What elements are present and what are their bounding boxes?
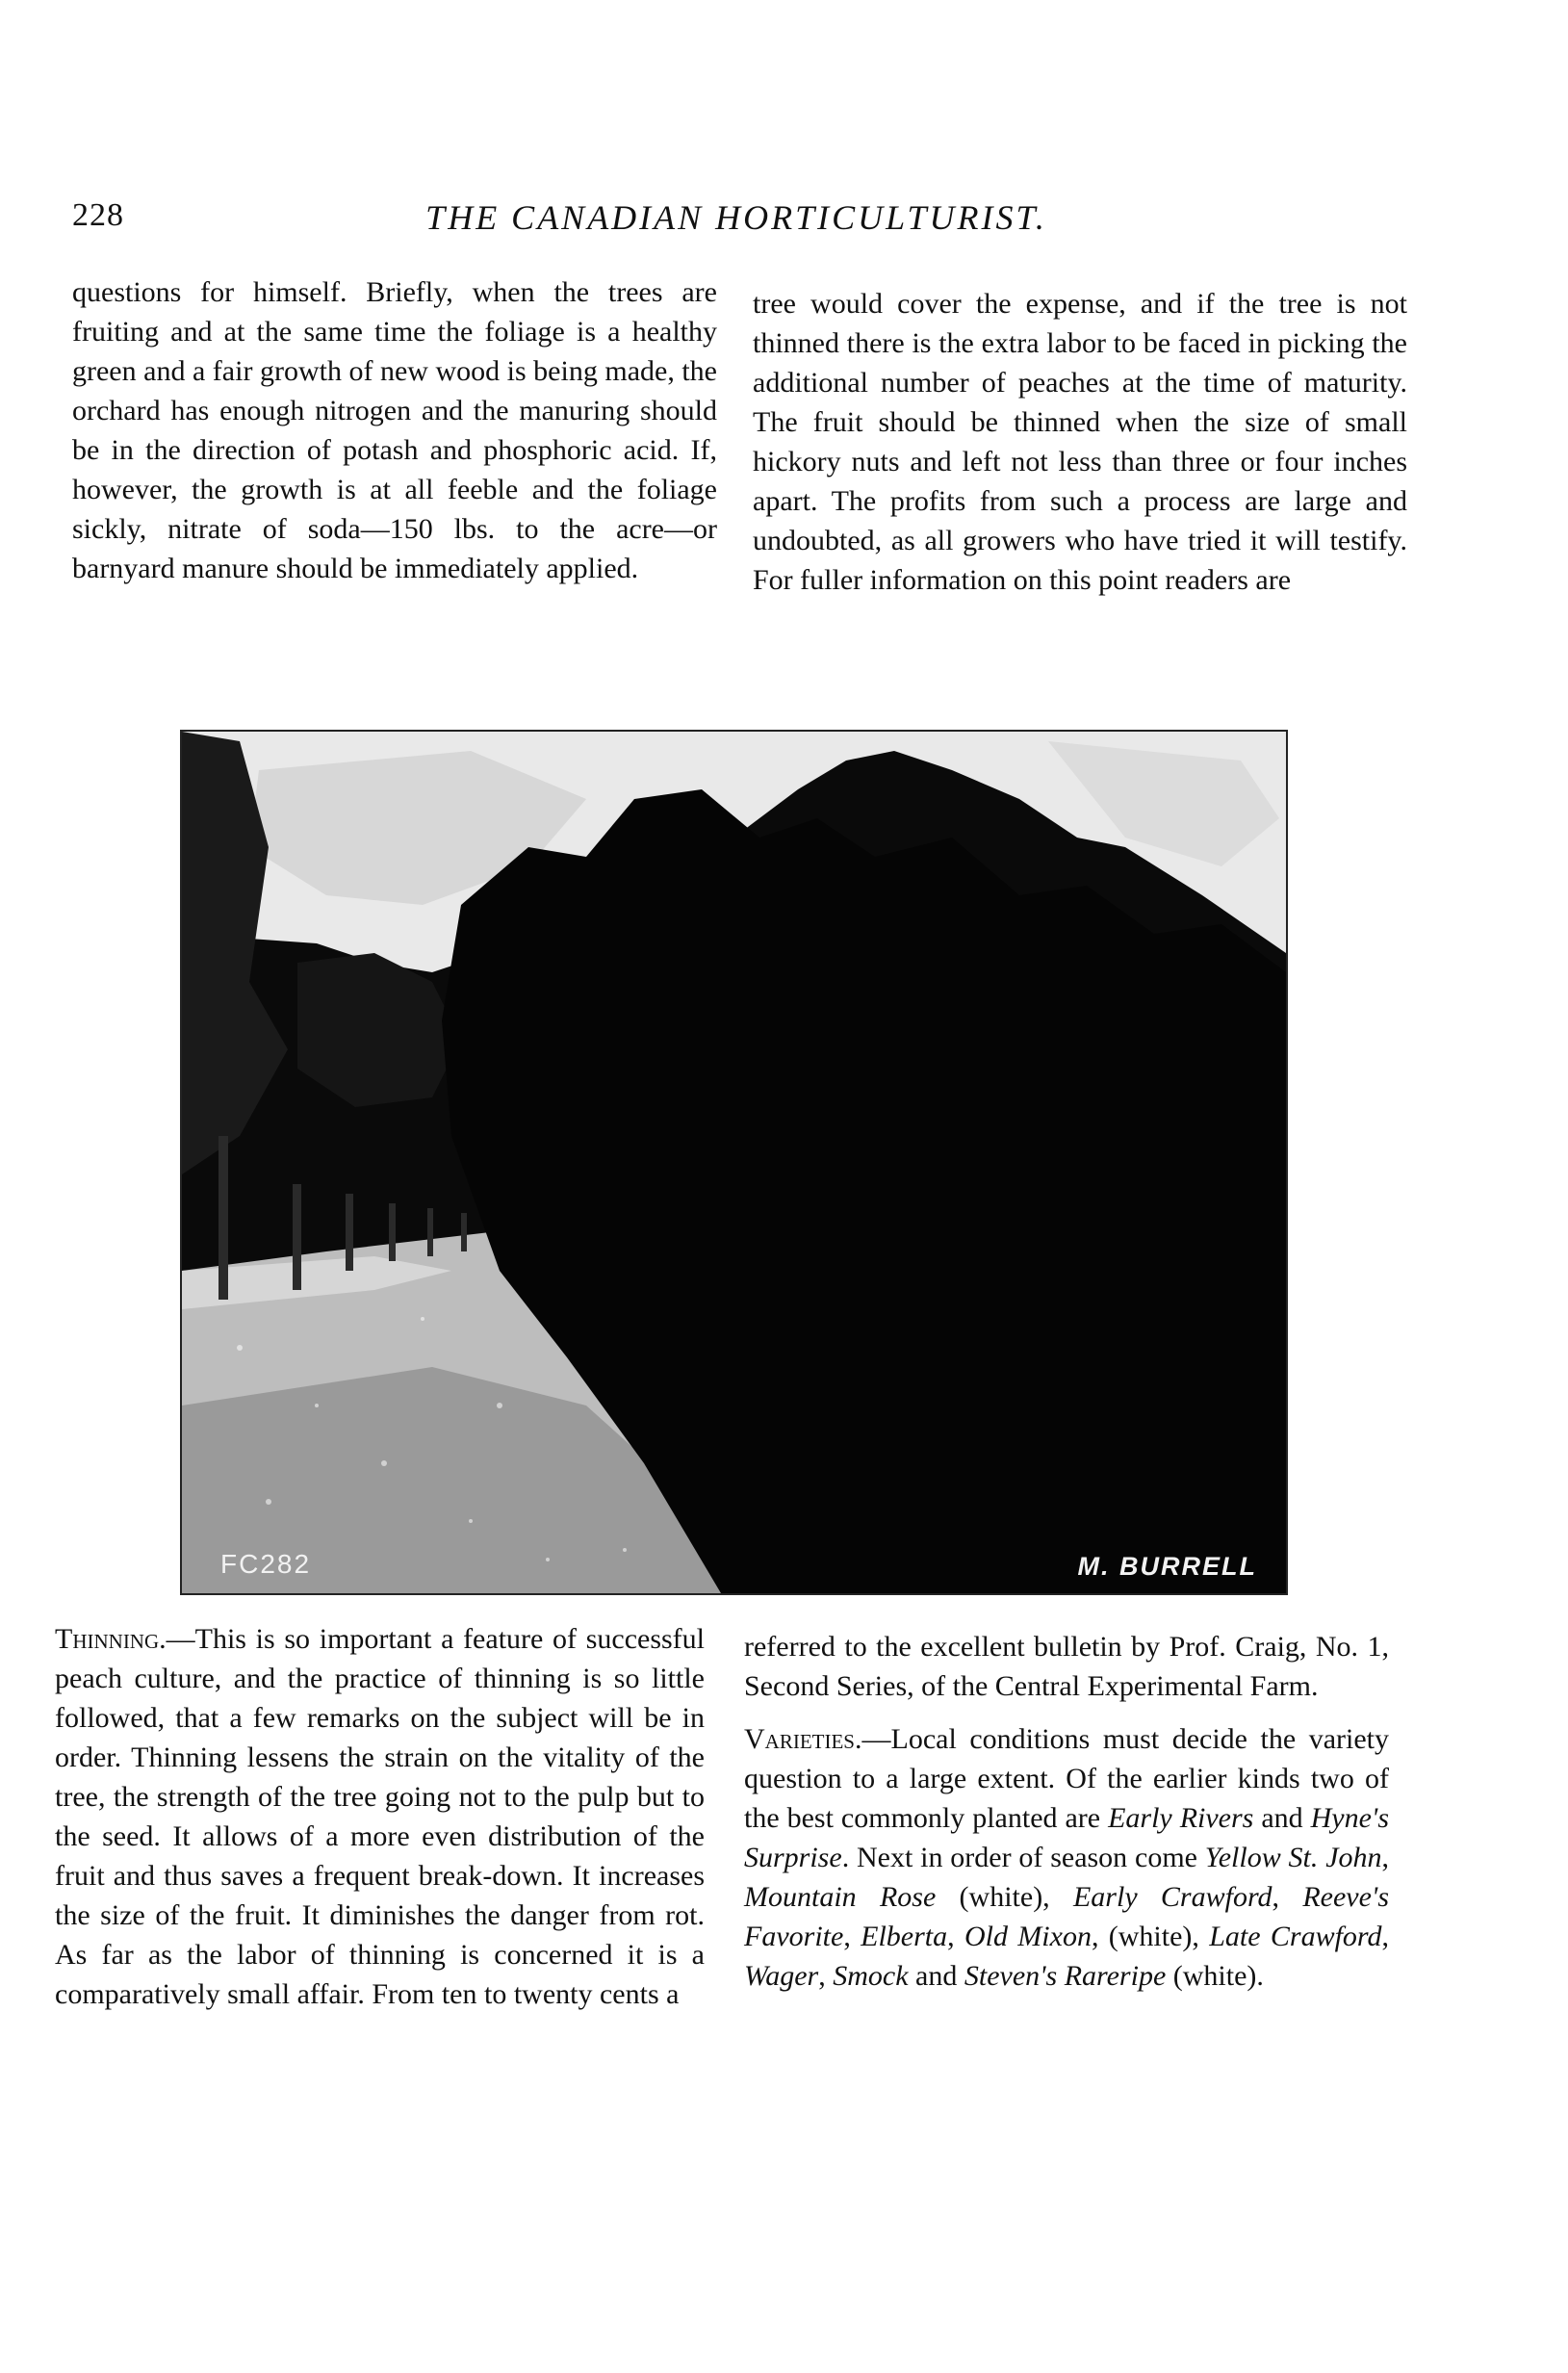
variety-name: Mountain Rose [744, 1881, 937, 1913]
column-left-top [72, 272, 717, 588]
running-title: THE CANADIAN HORTICULTURIST. [425, 198, 1047, 237]
variety-name: Wager [744, 1960, 819, 1992]
orchard-image [182, 732, 1286, 1593]
variety-name: Reeve's Favorite [744, 1881, 1389, 1952]
thinning-paragraph [55, 1619, 705, 2014]
variety-name: Old Mixon [964, 1921, 1092, 1952]
photo-credit: M. BURRELL [1077, 1552, 1257, 1581]
variety-name: Hyne's Surprise [744, 1802, 1389, 1873]
column-right-bottom [744, 1627, 1389, 1996]
variety-name: Smock [833, 1960, 909, 1992]
paragraph: questions for himself. Briefly, when the trees are fruiting and at the same time the foliage is a healthy green and a fair growth of new wood is being made, the orchard has enough nitrogen and the manuring should be in the direction of potash and phosphoric acid. If, however, the growth is at all feeble and the foliage sickly, nitrate of soda—150 lbs. to the acre—or barnyard manure should be immediately applied. [72, 276, 717, 584]
column-left-bottom [55, 1619, 705, 2014]
thinning-text: —This is so important a feature of successful peach culture, and the practice of thinning is so little followed, that a few remarks on the subject will be in order. Thinning lessens the strain on the vitality of the tree, the strength of the tree going not to the pulp but to the seed. It allows of a more even distribution of the fruit and thus saves a frequent break-down. It increases the size of the fruit. It diminishes the danger from rot. As far as the labor of thinning is concerned it is a comparatively small affair. From ten to twenty cents a [55, 1623, 705, 2010]
page-header [72, 197, 1401, 255]
variety-name: Late Crawford [1209, 1921, 1382, 1952]
paragraph: tree would cover the expense, and if the tree is not thinned there is the extra labor to be faced in picking the additional number of peaches at the time of maturity. The fruit should be thinned when the size of small hickory nuts and left not less than three or four inches apart. The profits from such a process are large and undoubted, as all growers who have tried it will testify. For fuller information on this point readers are [753, 288, 1407, 596]
variety-name: Elberta [861, 1921, 948, 1952]
column-right-top [753, 284, 1407, 600]
orchard-photograph [180, 730, 1288, 1595]
variety-name: Early Rivers [1108, 1802, 1254, 1834]
section-heading-thinning: Thinning. [55, 1623, 167, 1655]
variety-name: Steven's Rareripe [964, 1960, 1167, 1992]
plate-label: FC282 [220, 1549, 312, 1579]
page-number: 228 [72, 197, 124, 233]
section-heading-varieties: Varieties. [744, 1723, 862, 1755]
variety-name: Early Crawford [1072, 1881, 1272, 1913]
variety-name: Yellow St. John [1204, 1842, 1382, 1873]
varieties-paragraph: Varieties.—Local conditions must decide the variety question to a large extent. Of the earlier kinds two of the best commonly planted are Early Rivers and Hyne's Surprise. Next in order of season come Yellow St. John, Mountain Rose (white), Early Crawford, Reeve's Favorite, Elberta, Old Mixon, (white), Late Crawford, Wager, Smock and Steven's Rareripe (white). [744, 1723, 1390, 1992]
paragraph: referred to the excellent bulletin by Prof. Craig, No. 1, Second Series, of the Central Experimental Farm. [744, 1631, 1389, 1702]
